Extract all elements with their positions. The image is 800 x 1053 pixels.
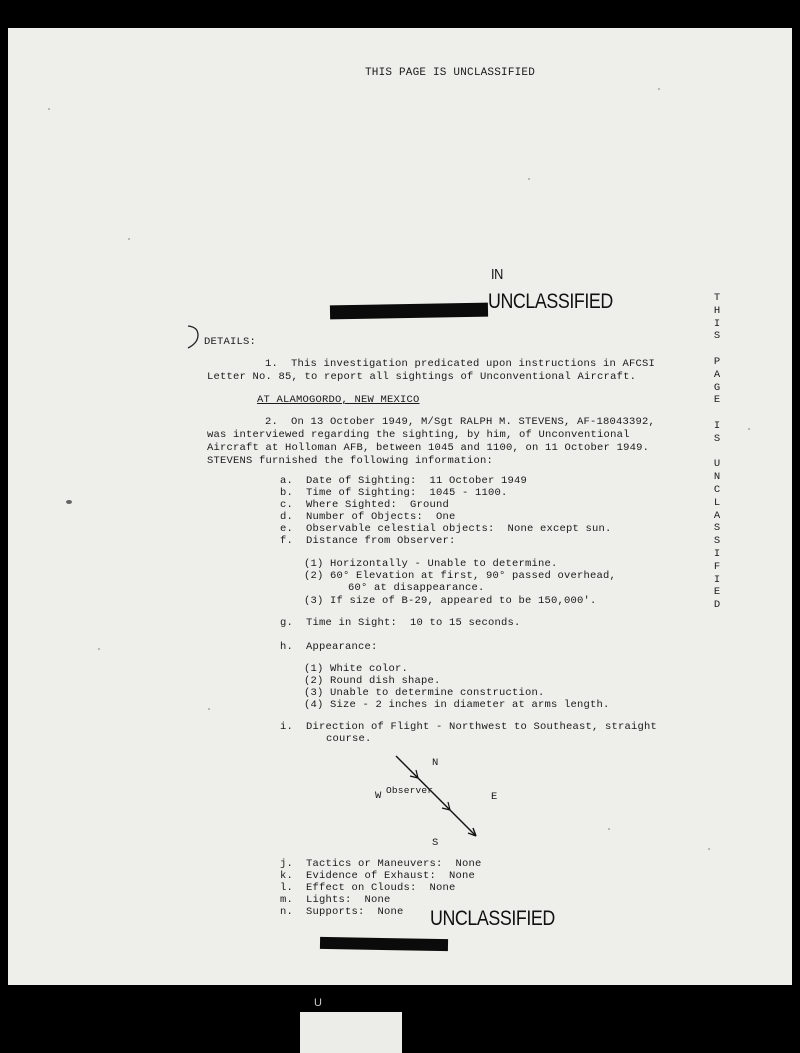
item-h: h. Appearance: — [280, 641, 378, 653]
paragraph-2-line-3: Aircraft at Holloman AFB, between 1045 and 1100, on 11 October 1949. — [207, 442, 650, 454]
item-l: l. Effect on Clouds: None — [280, 882, 456, 894]
scan-speck — [208, 708, 210, 710]
handwritten-mark: IN — [491, 266, 503, 283]
page-header: THIS PAGE IS UNCLASSIFIED — [365, 67, 536, 79]
appearance-3: (3) Unable to determine construction. — [304, 687, 545, 699]
item-g: g. Time in Sight: 10 to 15 seconds. — [280, 617, 521, 629]
scan-speck — [528, 178, 530, 180]
paragraph-2-line-2: was interviewed regarding the sighting, by him, of Unconventional — [207, 429, 630, 441]
item-n: n. Supports: None — [280, 906, 404, 918]
item-k: k. Evidence of Exhaust: None — [280, 870, 476, 882]
item-j: j. Tactics or Maneuvers: None — [280, 858, 482, 870]
paragraph-2-line-1: 2. On 13 October 1949, M/Sgt RALPH M. STEVENS, AF-18043392, — [265, 416, 656, 428]
paragraph-2-line-4: STEVENS furnished the following information: — [207, 455, 494, 467]
bottom-scan-tab — [300, 997, 402, 1053]
item-e: e. Observable celestial objects: None except sun. — [280, 523, 612, 535]
compass-south: S — [432, 837, 439, 849]
scan-speck — [48, 108, 50, 110]
item-d: d. Number of Objects: One — [280, 511, 456, 523]
paragraph-1-line-2: Letter No. 85, to report all sightings of Unconventional Aircraft. — [207, 371, 637, 383]
bottom-tab-label: U — [314, 997, 322, 1009]
distance-3: (3) If size of B-29, appeared to be 150,000'. — [304, 595, 597, 607]
scan-speck — [128, 238, 130, 240]
compass-north: N — [432, 757, 439, 769]
scan-speck — [608, 828, 610, 830]
side-classification-stamp: T H I S P A G E I S U N C L A S S I F I E D — [713, 292, 721, 612]
distance-1: (1) Horizontally - Unable to determine. — [304, 558, 558, 570]
item-f: f. Distance from Observer: — [280, 535, 456, 547]
flight-path-arrow — [388, 753, 488, 843]
compass-observer-label: Observer — [386, 785, 434, 796]
distance-2b: 60° at disappearance. — [348, 582, 485, 594]
item-c: c. Where Sighted: Ground — [280, 499, 450, 511]
scan-speck — [98, 648, 100, 650]
location-heading: AT ALAMOGORDO, NEW MEXICO — [257, 394, 420, 406]
classification-stamp-top: UNCLASSIFIED — [488, 290, 613, 313]
paragraph-1-line-1: 1. This investigation predicated upon instructions in AFCSI — [265, 358, 656, 370]
item-m: m. Lights: None — [280, 894, 391, 906]
item-b: b. Time of Sighting: 1045 - 1100. — [280, 487, 508, 499]
scan-speck — [658, 88, 660, 90]
distance-2: (2) 60° Elevation at first, 90° passed overhead, — [304, 570, 617, 582]
compass-east: E — [491, 791, 498, 803]
scan-speck — [708, 848, 710, 850]
item-i-line-1: i. Direction of Flight - Northwest to Southeast, straight — [280, 721, 658, 733]
item-i-line-2: course. — [326, 733, 372, 745]
scan-speck — [66, 500, 72, 504]
appearance-2: (2) Round dish shape. — [304, 675, 441, 687]
classification-stamp-bottom: UNCLASSIFIED — [430, 907, 555, 930]
compass-west: W — [375, 790, 382, 802]
bracket-mark — [186, 323, 206, 351]
details-heading: DETAILS: — [204, 336, 257, 348]
appearance-1: (1) White color. — [304, 663, 409, 675]
document-page — [8, 28, 792, 985]
appearance-4: (4) Size - 2 inches in diameter at arms length. — [304, 699, 610, 711]
redaction-bar — [330, 303, 488, 320]
redaction-bar — [320, 937, 448, 951]
item-a: a. Date of Sighting: 11 October 1949 — [280, 475, 528, 487]
scan-speck — [748, 428, 750, 430]
